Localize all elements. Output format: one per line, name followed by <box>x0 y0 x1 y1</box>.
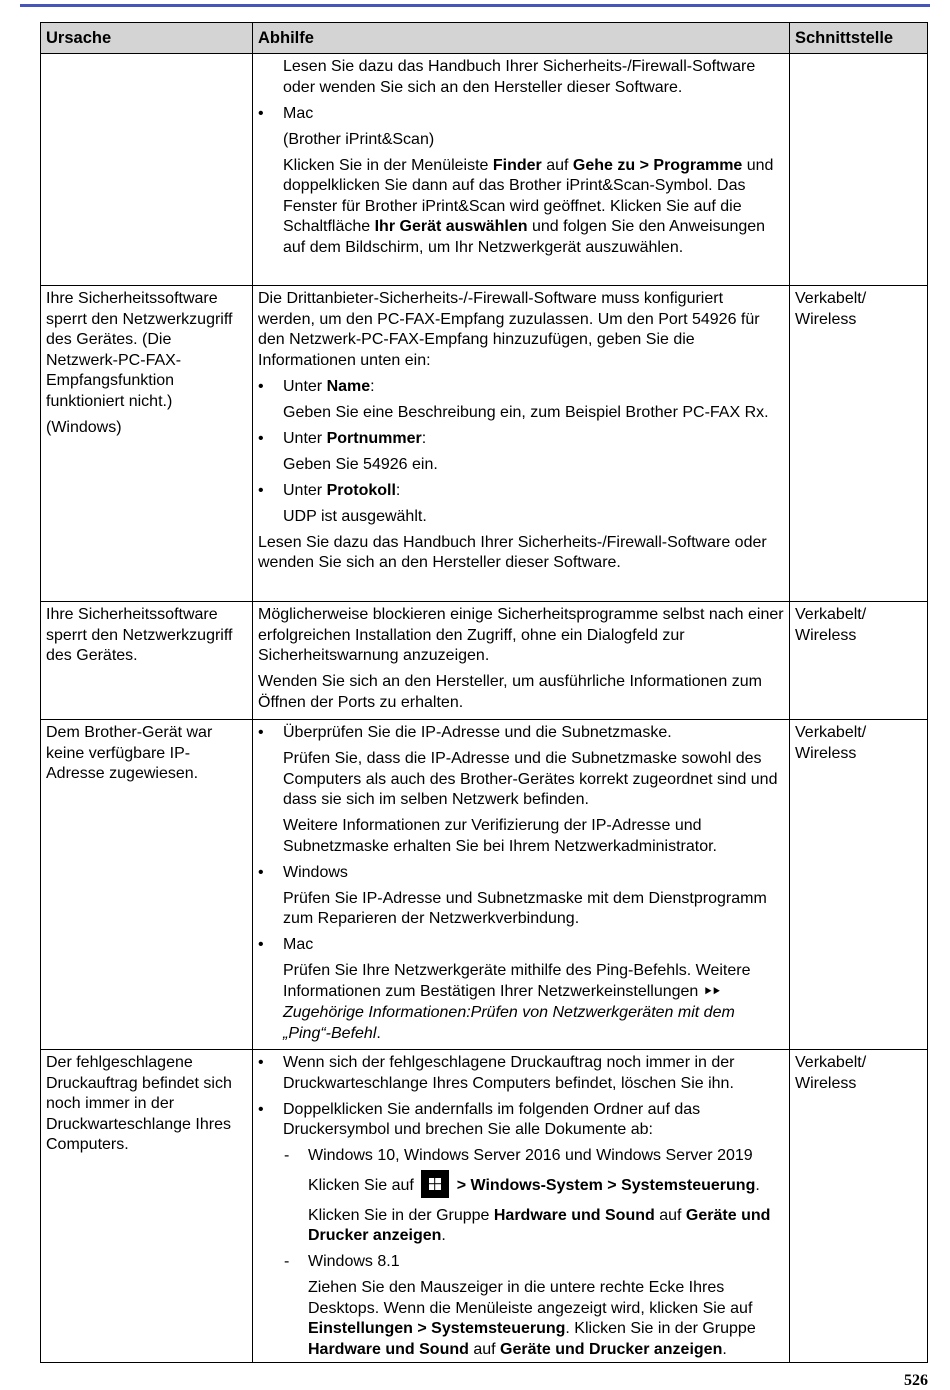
remedy-text: (Brother iPrint&Scan) <box>283 130 435 148</box>
dash-item: - Windows 8.1 <box>284 1253 400 1270</box>
bullet-item <box>258 104 784 125</box>
remedy-text: Möglicherweise blockieren einige Sicherheitsprogramme selbst nach einer erfolgreichen Installation den Zugriff, ohne ein Dialogfeld zur Sicherheitswarnung anzuzeigen. <box>258 606 784 664</box>
remedy-text: Ziehen Sie den Mauszeiger in die untere rechte Ecke Ihres Desktops. Wenn die Menüleiste angezeigt wird, klicken Sie auf Einstellungen > Systemsteuerung. Klicken Sie in der Gruppe Hardware und Sound auf Geräte und Drucker anzeigen. <box>308 1279 756 1358</box>
troubleshooting-table <box>40 22 928 1363</box>
remedy-text: Prüfen Sie Ihre Netzwerkgeräte mithilfe des Ping-Befehls. Weitere Informationen zum Bestätigen Ihrer Netzwerkeinstellungen ⯈⯈ Zugehörige Informationen:Prüfen von Netzwerkgeräten mit dem „Ping“-Befehl. <box>283 962 751 1042</box>
remedy-text: Wenden Sie sich an den Hersteller, um ausführliche Informationen zum Öffnen der Ports zu erhalten. <box>258 673 762 711</box>
bullet-item: • Doppelklicken Sie andernfalls im folgenden Ordner auf das Druckersymbol und brechen Sie alle Dokumente ab: <box>258 1100 701 1138</box>
related-info-link[interactable]: Zugehörige Informationen:Prüfen von Netzwerkgeräten mit dem „Ping“-Befehl <box>283 1004 735 1042</box>
remedy-text: Klicken Sie in der Menüleiste Finder auf Gehe zu > Programme und doppelklicken Sie dann auf das Brother iPrint&Scan-Symbol. Das Fenster für Brother iPrint&Scan wird geöffnet. Klicken Sie auf die Schaltfläche Ihr Gerät auswählen und folgen Sie den Anweisungen auf dem Bildschirm, um Ihr Netzwerkgerät auszuwählen. <box>283 156 774 256</box>
interface-cell <box>790 54 928 286</box>
bullet-item: • Unter Name: <box>258 377 375 395</box>
cause-cell: Ihre Sicherheitssoftware sperrt den Netzwerkzugriff des Gerätes. <box>41 602 253 720</box>
page-number: 526 <box>904 1372 928 1389</box>
top-rule <box>20 4 930 7</box>
bullet-item: • Windows <box>258 863 348 881</box>
remedy-text: Prüfen Sie, dass die IP-Adresse und die Subnetzmaske sowohl des Computers als auch des Brother-Gerätes korrekt zugeordnet sind und dass sie sich im selben Netzwerk befinden. <box>283 750 778 808</box>
interface-cell: Verkabelt/ Wireless <box>790 602 928 720</box>
bullet-item: • Mac <box>258 936 314 953</box>
table-row <box>41 1050 928 1363</box>
header-abhilfe: Abhilfe <box>253 23 790 54</box>
header-ursache: Ursache <box>41 23 253 54</box>
remedy-text: Geben Sie eine Beschreibung ein, zum Beispiel Brother PC-FAX Rx. <box>283 403 769 421</box>
bullet-item: • Unter Portnummer: <box>258 429 427 447</box>
remedy-cell <box>253 720 790 1050</box>
remedy-text: Prüfen Sie IP-Adresse und Subnetzmaske mit dem Dienstprogramm zum Reparieren der Netzwerkverbindung. <box>283 889 767 927</box>
cause-cell: Der fehlgeschlagene Druckauftrag befindet sich noch immer in der Druckwarteschlange Ihres Computers. <box>41 1050 253 1363</box>
remedy-text: Klicken Sie in der Gruppe Hardware und Sound auf Geräte und Drucker anzeigen. <box>308 1206 771 1244</box>
table-row <box>41 286 928 602</box>
remedy-text: Klicken Sie auf > Windows-System > Systemsteuerung. <box>308 1172 784 1200</box>
remedy-cell <box>253 1050 790 1363</box>
header-schnittstelle: Schnittstelle <box>790 23 928 54</box>
bullet-marker: • <box>258 104 264 122</box>
remedy-cell <box>253 602 790 720</box>
windows-logo-icon[interactable] <box>421 1170 449 1198</box>
cause-cell: Dem Brother-Gerät war keine verfügbare IP-Adresse zugewiesen. <box>41 720 253 1050</box>
remedy-text: Die Drittanbieter-Sicherheits-/-Firewall-Software muss konfiguriert werden, um den PC-FAX-Empfang zuzulassen. Um den Port 54926 für den Netzwerk-PC-FAX-Empfang hinzuzufügen, geben Sie die Informationen unten ein: <box>258 290 760 369</box>
remedy-text: UDP ist ausgewählt. <box>283 507 427 525</box>
bullet-item: • Wenn sich der fehlgeschlagene Druckauftrag noch immer in der Druckwarteschlange Ihres Computers befindet, löschen Sie ihn. <box>258 1054 735 1092</box>
cause-text: Ihre Sicherheitssoftware sperrt den Netzwerkzugriff des Gerätes. (Die Netzwerk-PC-FAX-Empfangsfunktion funktioniert nicht.) <box>46 290 233 410</box>
interface-cell: Verkabelt/ Wireless <box>790 1050 928 1363</box>
bullet-item: • Überprüfen Sie die IP-Adresse und die Subnetzmaske. <box>258 724 672 741</box>
table-row <box>41 602 928 720</box>
interface-cell: Verkabelt/ Wireless <box>790 286 928 602</box>
dash-item: - Windows 10, Windows Server 2016 und Windows Server 2019 <box>284 1147 753 1164</box>
bullet-item: • Unter Protokoll: <box>258 481 401 499</box>
remedy-cell <box>253 286 790 602</box>
cause-cell <box>41 286 253 602</box>
remedy-text: Weitere Informationen zur Verifizierung der IP-Adresse und Subnetzmaske erhalten Sie bei Ihrem Netzwerkadministrator. <box>283 817 717 855</box>
cause-cell <box>41 54 253 286</box>
table-row <box>41 54 928 286</box>
remedy-cell <box>253 54 790 286</box>
interface-cell: Verkabelt/ Wireless <box>790 720 928 1050</box>
table-row <box>41 720 928 1050</box>
remedy-text: Lesen Sie dazu das Handbuch Ihrer Sicherheits-/Firewall-Software oder wenden Sie sich an den Hersteller dieser Software. <box>283 58 756 96</box>
cause-os: (Windows) <box>46 418 122 436</box>
remedy-text: Geben Sie 54926 ein. <box>283 455 438 473</box>
table-header-row <box>41 23 928 54</box>
remedy-text: Lesen Sie dazu das Handbuch Ihrer Sicherheits-/Firewall-Software oder wenden Sie sich an den Hersteller dieser Software. <box>258 533 767 571</box>
double-arrow-icon: ⯈⯈ <box>702 984 720 1000</box>
bullet-text: Mac <box>283 104 314 122</box>
